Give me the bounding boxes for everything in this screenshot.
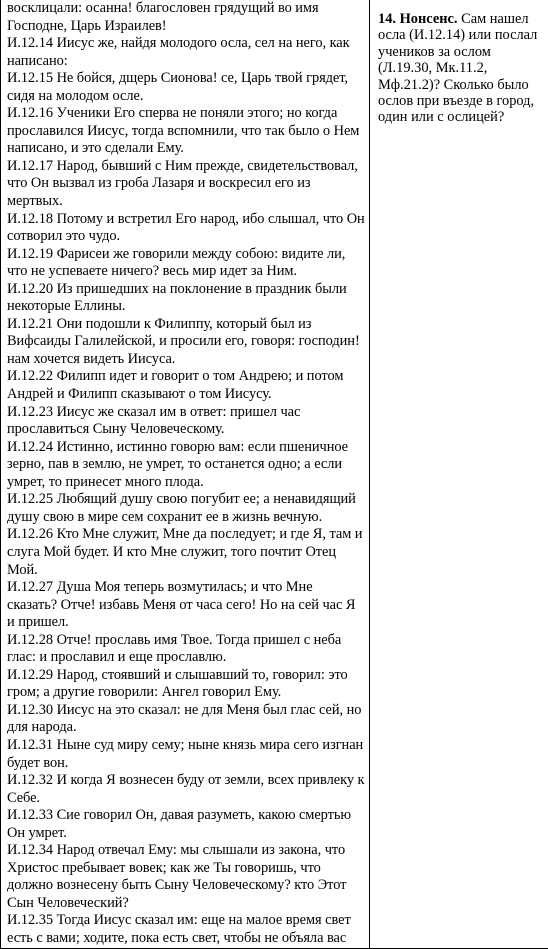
verse-line: И.12.30 Иисус на это сказал: не для Меня был глас сей, но для народа. [7, 702, 365, 737]
verse-line: И.12.32 И когда Я вознесен буду от земли, всех привлеку к Себе. [7, 772, 365, 807]
verse-line: И.12.14 Иисус же, найдя молодого осла, сел на него, как написано: [7, 35, 365, 70]
note-title: 14. Нонсенс. [378, 11, 458, 27]
verse-line: И.12.15 Не бойся, дщерь Сионова! се, Царь твой грядет, сидя на молодом осле. [7, 70, 365, 105]
verse-line: И.12.19 Фарисеи же говорили между собою: видите ли, что не успеваете ничего? весь мир идет за Ним. [7, 246, 365, 281]
note-text: Сам нашел осла (И.12.14) или послал учеников за ослом (Л.19.30, Мк.11.2, Мф.21.2)? Сколько было ослов при въезде в город, один или с ослицей? [378, 11, 537, 125]
verse-line: И.12.17 Народ, бывший с Ним прежде, свидетельствовал, что Он вызвал из гроба Лазаря и воскресил его из мертвых. [7, 158, 365, 211]
verse-line: И.12.29 Народ, стоявший и слышавший то, говорил: это гром; а другие говорили: Ангел говорил Ему. [7, 667, 365, 702]
verse-line: И.12.20 Из пришедших на поклонение в праздник были некоторые Еллины. [7, 281, 365, 316]
commentary-note [370, 0, 548, 126]
table-row [1, 0, 548, 948]
verse-line: И.12.25 Любящий душу свою погубит ее; а ненавидящий душу свою в мире сем сохранит ее в жизнь вечную. [7, 491, 365, 526]
verse-line: И.12.22 Филипп идет и говорит о том Андрею; и потом Андрей и Филипп сказывают о том Иисусу. [7, 368, 365, 403]
verse-line: И.12.23 Иисус же сказал им в ответ: пришел час прославиться Сыну Человеческому. [7, 404, 365, 439]
verse-line: восклицали: осанна! благословен грядущий во имя Господне, Царь Израилев! [7, 0, 365, 35]
verse-line: И.12.31 Ныне суд миру сему; ныне князь мира сего изгнан будет вон. [7, 737, 365, 772]
verse-line: И.12.26 Кто Мне служит, Мне да последует; и где Я, там и слуга Мой будет. И кто Мне служит, того почтит Отец Мой. [7, 526, 365, 579]
verse-line: И.12.27 Душа Моя теперь возмутилась; и что Мне сказать? Отче! избавь Меня от часа сего! Но на сей час Я и пришел. [7, 579, 365, 632]
verse-line: И.12.21 Они подошли к Филиппу, который был из Вифсаиды Галилейской, и просили его, говоря: господин! нам хочется видеть Иисуса. [7, 316, 365, 369]
verse-line: И.12.24 Истинно, истинно говорю вам: если пшеничное зерно, пав в землю, не умрет, то останется одно; а если умрет, то принесет много плода. [7, 439, 365, 492]
verse-line: И.12.35 Тогда Иисус сказал им: еще на малое время свет есть с вами; ходите, пока есть свет, чтобы не объяла вас [7, 912, 365, 947]
verse-line: И.12.34 Народ отвечал Ему: мы слышали из закона, что Христос пребывает вовек; как же Ты говоришь, что должно вознесену быть Сыну Человеческому? кто Этот Сын Человеческий? [7, 842, 365, 912]
verse-line: И.12.16 Ученики Его сперва не поняли этого; но когда прославился Иисус, тогда вспомнили, что так было о Нем написано, и это сделали Ему. [7, 105, 365, 158]
commentary-cell [370, 0, 548, 948]
verse-line: И.12.28 Отче! прославь имя Твое. Тогда пришел с неба глас: и прославил и еще прославлю. [7, 632, 365, 667]
scripture-text [1, 0, 369, 948]
verse-line: И.12.18 Потому и встретил Его народ, ибо слышал, что Он сотворил это чудо. [7, 211, 365, 246]
verse-line: И.12.33 Сие говорил Он, давая разуметь, какою смертью Он умрет. [7, 807, 365, 842]
scripture-cell [1, 0, 370, 948]
